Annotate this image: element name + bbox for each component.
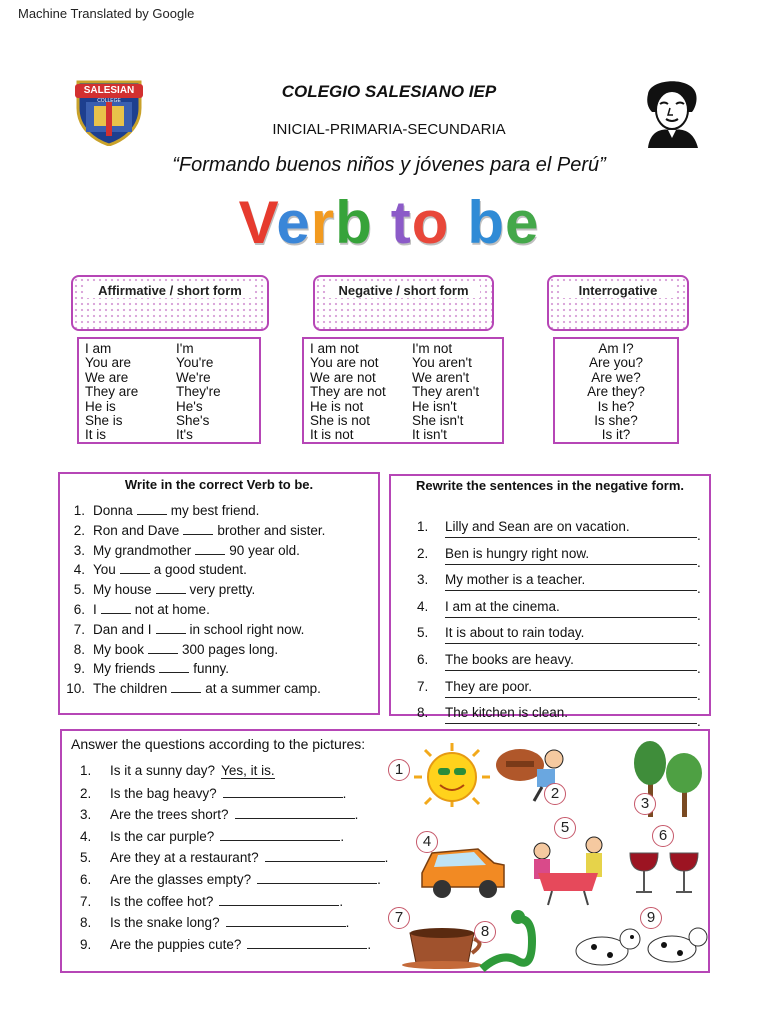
answer-line[interactable] [445, 564, 697, 565]
conjugation-form: She isn't [412, 413, 464, 429]
answer-line[interactable] [235, 806, 355, 819]
sentence-start: Ron and Dave [93, 522, 180, 538]
answer-line[interactable] [247, 936, 367, 949]
conjugation-form: He is [85, 398, 116, 414]
item-number: 1. [417, 519, 429, 534]
answer-period: . [345, 915, 350, 931]
answer-line[interactable] [220, 828, 340, 841]
answer-blank[interactable] [195, 544, 225, 555]
picture-number-badge: 2 [544, 783, 566, 805]
sentence-start: My grandmother [93, 542, 192, 558]
picture-number-badge: 7 [388, 907, 410, 929]
answer-line[interactable] [445, 590, 697, 591]
item-number: 5. [417, 625, 429, 641]
conjugation-form: It is not [310, 427, 354, 443]
logo-text: SALESIAN [83, 85, 135, 96]
school-name: COLEGIO SALESIANO IEP [281, 82, 497, 101]
conjugation-form: Am I? [598, 341, 634, 356]
item-number: 4. [417, 598, 429, 614]
sentence-end: not at home. [134, 601, 210, 617]
sentence-end: 300 pages long. [182, 641, 279, 657]
car-icon [422, 849, 504, 898]
sentence-start: Donna [93, 503, 133, 518]
conjugation-form: Are we? [591, 369, 641, 385]
item-number: 2. [417, 545, 429, 561]
question-text: Are the glasses empty? [110, 871, 252, 887]
fill-in-item [63, 620, 378, 640]
conjugation-form: We are not [310, 369, 376, 385]
item-number: 9. [73, 661, 85, 677]
question-item [80, 806, 388, 828]
fill-in-item [63, 580, 378, 600]
affirmative-label: Affirmative / short form [85, 283, 255, 298]
answer-period: . [384, 850, 389, 866]
answer-blank[interactable] [159, 662, 189, 673]
sentence-start: I [93, 601, 97, 617]
sentence-text: Ben is hungry right now. [445, 545, 590, 561]
conjugation-form: We aren't [412, 369, 470, 385]
affirmative-short-forms [176, 342, 221, 443]
question-item [80, 871, 388, 893]
answer-blank[interactable] [137, 504, 167, 515]
conjugation-form: They are not [310, 384, 386, 400]
conjugation-form: They aren't [412, 384, 480, 400]
question-item [80, 763, 388, 785]
question-text: Are the trees short? [110, 807, 229, 823]
conjugation-form: We're [176, 369, 211, 385]
conjugation-form: She's [176, 413, 210, 429]
negative-header [313, 275, 494, 331]
answer-line[interactable] [257, 871, 377, 884]
sentence-end: my best friend. [170, 503, 260, 518]
fill-in-item [63, 679, 378, 699]
answer-line[interactable] [223, 785, 343, 798]
item-number: 5. [80, 850, 92, 866]
answer-period: . [697, 581, 701, 597]
sun-icon [414, 743, 490, 807]
item-number: 1. [73, 503, 85, 518]
picture-number-badge: 3 [634, 793, 656, 815]
sentence-end: in school right now. [189, 621, 305, 637]
answer-period: . [697, 634, 701, 650]
title-letter: b [467, 189, 506, 256]
exercise-negative [389, 474, 711, 730]
item-number: 8. [73, 641, 85, 657]
sentence-end: at a summer camp. [205, 681, 321, 697]
interrogative-label: Interrogative [561, 283, 675, 298]
answer-line[interactable] [219, 893, 339, 906]
item-number: 1. [80, 763, 92, 778]
item-number: 6. [80, 871, 92, 887]
sentence-text: The books are heavy. [445, 652, 574, 667]
conjugation-form: Are they? [587, 384, 645, 400]
fill-in-item [63, 521, 378, 541]
exercise-fill-in [58, 472, 380, 715]
title-letter: b [335, 189, 373, 256]
answer-line[interactable] [445, 617, 697, 618]
item-number: 4. [73, 562, 85, 578]
title-letter: o [411, 189, 450, 256]
interrogative-table [553, 337, 679, 444]
picture-number-badge: 4 [416, 831, 438, 853]
conjugation-form: I am [85, 341, 112, 356]
answer-blank[interactable] [156, 583, 186, 594]
interrogative-header [547, 275, 689, 331]
sentence-start: My friends [93, 661, 156, 677]
exercise-fill-in-title: Write in the correct Verb to be. [124, 477, 314, 492]
question-text: Is it a sunny day? [110, 763, 216, 778]
question-text: Is the snake long? [110, 915, 220, 931]
conjugation-form: She is not [310, 413, 371, 429]
picture-number-badge: 8 [474, 921, 496, 943]
sentence-start: My book [93, 641, 145, 657]
answer-period: . [697, 554, 701, 570]
negative-table [302, 337, 504, 444]
answer-period: . [377, 871, 381, 887]
question-text: Is the bag heavy? [110, 785, 217, 801]
conjugation-form: It's [176, 427, 193, 443]
conjugation-form: He's [176, 398, 203, 414]
item-number: 6. [417, 652, 429, 667]
fill-in-item [63, 640, 378, 660]
question-text: Are the puppies cute? [110, 936, 242, 952]
exercise-pictures-title: Answer the questions according to the pictures: [71, 736, 366, 752]
answer-period: . [354, 807, 359, 823]
sentence-start: The children [93, 681, 168, 697]
item-number: 7. [417, 678, 429, 694]
translation-watermark: Machine Translated by Google [18, 6, 195, 21]
question-item [80, 828, 388, 850]
answer-line[interactable] [445, 697, 697, 698]
item-number: 8. [80, 915, 92, 931]
conjugation-form: Is she? [594, 413, 638, 429]
item-number: 3. [417, 572, 429, 588]
item-number: 3. [73, 542, 85, 558]
item-number: 4. [80, 828, 92, 844]
conjugation-form: You are [85, 355, 132, 371]
item-number: 10. [66, 681, 85, 697]
answer-blank[interactable] [171, 682, 201, 693]
answer-period: . [697, 607, 701, 623]
logo-subtext: COLLEGE [97, 98, 121, 104]
sentence-end: brother and sister. [217, 522, 326, 538]
conjugation-form: I'm not [412, 341, 453, 356]
picture-number-badge: 9 [640, 907, 662, 929]
sentence-end: a good student. [153, 562, 247, 578]
affirmative-table [77, 337, 261, 444]
conjugation-form: I'm [176, 341, 194, 356]
question-item [80, 936, 388, 958]
exercise-illustrations [382, 741, 708, 973]
answer-line[interactable] [445, 643, 697, 644]
sentence-text: My mother is a teacher. [445, 572, 586, 588]
conjugation-form: We are [85, 369, 129, 385]
conjugation-form: He isn't [412, 398, 457, 414]
answer-blank[interactable] [120, 563, 150, 574]
conjugation-form: Are you? [588, 355, 644, 371]
exercise-negative-title: Rewrite the sentences in the negative form. [415, 478, 685, 493]
question-item [80, 785, 388, 807]
founder-portrait [640, 72, 704, 148]
answer-line[interactable]: Yes, it is. [221, 763, 275, 778]
item-number: 2. [73, 522, 85, 538]
item-number: 3. [80, 807, 92, 823]
sentence-start: You [93, 562, 116, 578]
question-text: Are they at a restaurant? [110, 850, 259, 866]
answer-line[interactable] [226, 914, 346, 927]
conjugation-form: I am not [310, 341, 359, 356]
sentence-text: It is about to rain today. [445, 625, 585, 641]
picture-number-badge: 1 [388, 759, 410, 781]
affirmative-full-forms [85, 342, 138, 443]
answer-blank[interactable] [183, 524, 213, 535]
title-letter: t [390, 189, 412, 256]
item-number: 7. [73, 621, 85, 637]
fill-in-item [63, 560, 378, 580]
conjugation-form: You aren't [412, 355, 472, 371]
question-item [80, 849, 388, 871]
item-number: 5. [73, 582, 85, 598]
exercise-pictures [60, 729, 710, 973]
answer-blank[interactable] [156, 623, 186, 634]
conjugation-form: It isn't [412, 427, 447, 443]
sentence-text: The kitchen is clean. [445, 705, 569, 721]
sentence-start: Dan and I [93, 621, 152, 637]
item-number: 7. [80, 893, 92, 909]
answer-line[interactable] [445, 537, 697, 538]
conjugation-form: You're [176, 355, 214, 371]
answer-blank[interactable] [148, 643, 178, 654]
conjugation-form: You are not [310, 355, 379, 371]
conjugation-form: Is he? [597, 398, 635, 414]
fill-in-item [63, 541, 378, 561]
negative-full-forms [310, 342, 386, 443]
item-number: 6. [73, 601, 85, 617]
conjugation-form: He is not [310, 398, 364, 414]
conjugation-form: Is it? [601, 427, 631, 443]
title-letter: e [505, 189, 540, 256]
answer-period: . [339, 893, 344, 909]
item-number: 2. [80, 785, 92, 801]
fill-in-item [63, 600, 378, 620]
question-item [80, 914, 388, 936]
wine-glasses-icon [630, 853, 698, 892]
interrogative-forms [555, 342, 677, 443]
restaurant-icon [534, 837, 602, 905]
answer-period: . [342, 785, 347, 801]
puppies-icon [576, 928, 707, 965]
fill-in-item [63, 501, 378, 521]
answer-line[interactable] [265, 849, 385, 862]
negative-label: Negative / short form [327, 283, 480, 298]
sentence-text: They are poor. [445, 678, 533, 694]
sentence-start: My house [93, 582, 152, 598]
item-number: 8. [417, 705, 429, 721]
title-letter: V [238, 189, 277, 256]
conjugation-form: They are [85, 384, 139, 400]
answer-period: . [697, 661, 701, 676]
conjugation-form: She is [85, 413, 123, 429]
affirmative-header [71, 275, 269, 331]
answer-line[interactable] [445, 670, 697, 671]
sentence-end: funny. [193, 661, 230, 677]
negative-short-forms [412, 342, 479, 443]
item-number: 9. [80, 936, 92, 952]
page-title [0, 188, 768, 257]
question-text: Is the car purple? [110, 828, 215, 844]
school-motto: “Formando buenos niños y jóvenes para el Perú” [172, 154, 606, 176]
sentence-end: very pretty. [189, 582, 256, 598]
coffee-cup-icon [402, 928, 482, 969]
answer-period: . [697, 714, 701, 730]
school-levels: INICIAL-PRIMARIA-SECUNDARIA [272, 121, 506, 138]
sentence-end: 90 year old. [229, 542, 300, 558]
title-letter: e [276, 189, 311, 256]
answer-period: . [697, 528, 701, 543]
answer-blank[interactable] [101, 603, 131, 614]
fill-in-item [63, 659, 378, 679]
conjugation-form: It is [85, 427, 107, 443]
question-item [80, 893, 388, 915]
title-letter: r [310, 189, 336, 256]
sentence-text: I am at the cinema. [445, 598, 560, 614]
answer-line[interactable] [445, 723, 697, 724]
answer-period: . [367, 936, 372, 952]
picture-number-badge: 6 [652, 825, 674, 847]
answer-period: . [340, 828, 345, 844]
picture-number-badge: 5 [554, 817, 576, 839]
conjugation-form: They're [176, 384, 221, 400]
answer-period: . [697, 687, 701, 703]
question-text: Is the coffee hot? [110, 893, 214, 909]
sentence-text: Lilly and Sean are on vacation. [445, 519, 630, 534]
